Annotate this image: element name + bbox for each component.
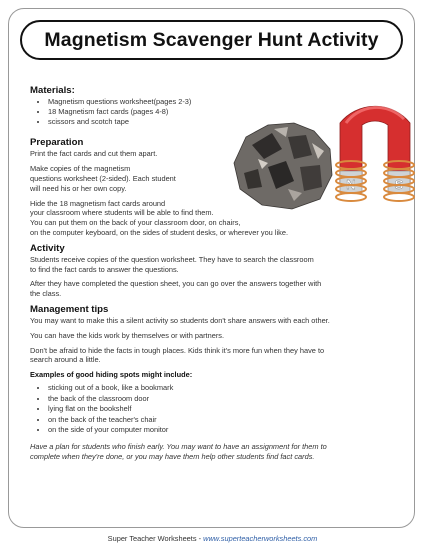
closing-paragraph: Have a plan for students who finish early. You may want to have an assignment for them to complete when they're done, or you may have them help other students find fact cards.	[30, 441, 327, 461]
management-section	[30, 304, 398, 462]
footer-text: Super Teacher Worksheets -	[107, 534, 204, 543]
page-title: Magnetism Scavenger Hunt Activity	[44, 28, 379, 51]
materials-section	[30, 85, 398, 126]
list-item: • Magnetism questions worksheet(pages 2-3)	[48, 97, 398, 107]
materials-list	[30, 97, 398, 126]
paragraph: Make copies of the magnetism questions worksheet (2-sided). Each student will need his or her own copy.	[30, 164, 176, 193]
list-item: • on the side of your computer monitor	[48, 425, 398, 436]
list-item: • the back of the classroom door	[48, 394, 398, 405]
north-pole-label: N	[346, 177, 356, 192]
south-pole-label: S	[394, 177, 404, 192]
paragraph: You may want to make this a silent activity so students don't share answers with each other.	[30, 315, 330, 325]
paragraph: Print the fact cards and cut them apart.	[30, 149, 158, 159]
preparation-section	[30, 137, 398, 237]
activity-section	[30, 243, 398, 299]
footer-link[interactable]: www.superteacherworksheets.com	[203, 534, 318, 543]
paragraph: After they have completed the question sheet, you can go over the answers together with the class.	[30, 279, 322, 299]
paragraph: Students receive copies of the question worksheet. They have to search the classroom to find the fact cards to answer the questions.	[30, 254, 314, 274]
list-item: • sticking out of a book, like a bookmark	[48, 383, 398, 394]
materials-heading: Materials:	[30, 85, 75, 96]
preparation-heading: Preparation	[30, 137, 84, 149]
list-item: • lying flat on the bookshelf	[48, 404, 398, 415]
hiding-spots-list	[30, 383, 398, 436]
activity-heading: Activity	[30, 242, 65, 254]
list-item: • scissors and scotch tape	[48, 117, 398, 127]
paragraph: Hide the 18 magnetism fact cards around your classroom where students will be able to find them. You can put them on the back of your classroom door, on chairs, on the computer keyboard, on the sides of student desks, or wherever you like.	[30, 198, 288, 237]
management-heading: Management tips	[30, 303, 109, 315]
worksheet-content	[30, 85, 398, 467]
list-item: • 18 Magnetism fact cards (pages 4-8)	[48, 107, 398, 117]
examples-heading: Examples of good hiding spots might include:	[30, 370, 193, 380]
paragraph: You can have the kids work by themselves or with partners.	[30, 330, 225, 340]
footer	[0, 534, 425, 543]
paragraph: Don't be afraid to hide the facts in tough places. Kids think it's more fun when they have to search around a little.	[30, 345, 325, 365]
title-banner	[20, 20, 403, 60]
list-item: • on the back of the teacher's chair	[48, 415, 398, 426]
